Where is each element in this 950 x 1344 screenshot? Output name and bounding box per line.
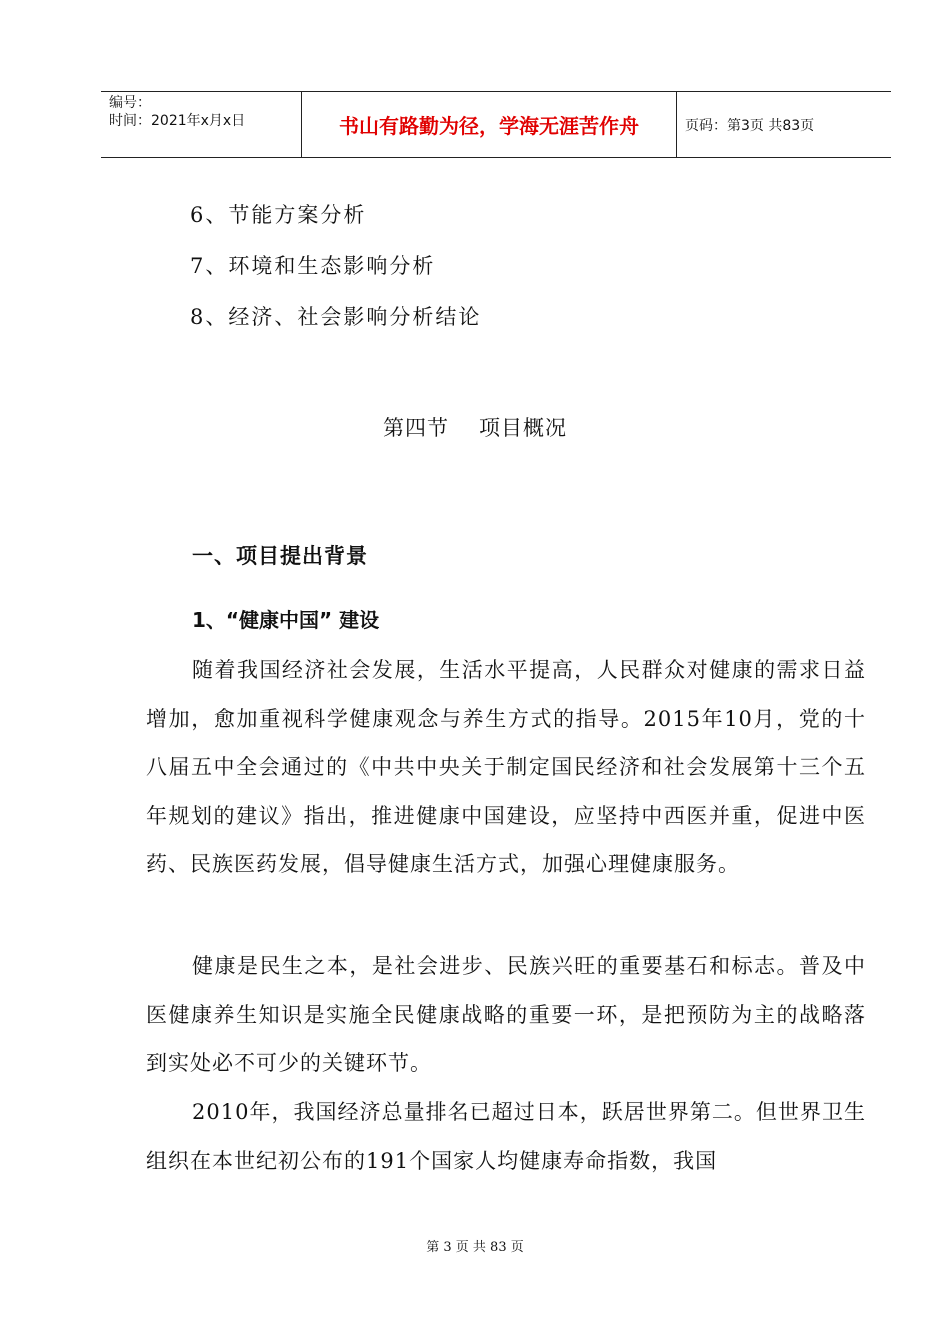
body-paragraph [146,1088,866,1185]
body-paragraph [146,646,866,889]
document-number: 编号： [109,95,151,111]
list-item: 7、环境和生态影响分析 [190,254,436,278]
section-number: 第四节 [383,416,449,440]
document-time: 时间：2021年x月x日 [109,113,246,129]
analysis-list [190,198,481,351]
section-title [0,412,950,442]
list-item: 8、经济、社会影响分析结论 [190,305,482,329]
heading-level-2: 1、“健康中国” 建设 [192,608,380,632]
page-header [101,91,891,158]
paragraph-text: 随着我国经济社会发展，生活水平提高，人民群众对健康的需求日益增加，愈加重视科学健康观念与养生方式的指导。2015年10月，党的十八届五中全会通过的《中共中央关于制定国民经济和社会发展第十三个五年规划的建议》指出，推进健康中国建设，应坚持中西医并重，促进中医药、民族医药发展，倡导健康生活方式，加强心理健康服务。 [146,658,866,876]
heading-level-1: 一、项目提出背景 [192,544,368,568]
header-motto: 书山有路勤为径，学海无涯苦作舟 [302,92,677,157]
paragraph-text: 健康是民生之本，是社会进步、民族兴旺的重要基石和标志。普及中医健康养生知识是实施全民健康战略的重要一环，是把预防为主的战略落到实处必不可少的关键环节。 [146,954,866,1075]
header-page-number: 页码：第3页 共83页 [685,117,815,134]
paragraph-text: 2010年，我国经济总量排名已超过日本，跃居世界第二。但世界卫生组织在本世纪初公布的191个国家人均健康寿命指数，我国 [146,1100,866,1173]
section-name: 项目概况 [479,416,567,440]
body-paragraph [146,942,866,1088]
header-meta [101,92,302,157]
list-item: 6、节能方案分析 [190,203,367,227]
page-footer: 第 3 页 共 83 页 [426,1240,524,1255]
